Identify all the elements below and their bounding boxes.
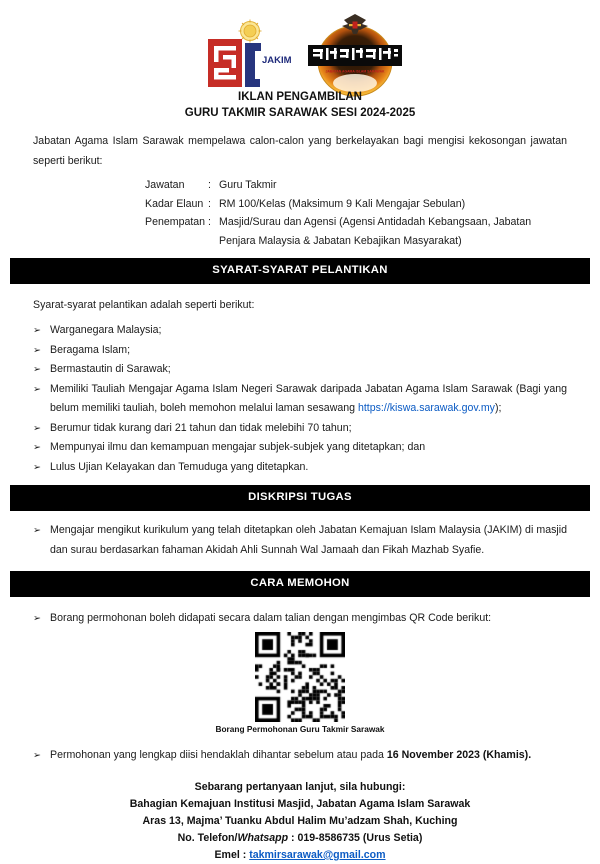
arrow-bullet-icon: ➢ — [33, 749, 41, 761]
arrow-bullet-icon: ➢ — [33, 461, 41, 473]
intro-paragraph: Jabatan Agama Islam Sarawak mempelawa calon-calon yang berkelayakan bagi mengisi kekosongan jawatan seperti berikut: — [33, 135, 567, 167]
cara-item-1: Borang permohonan boleh didapati secara dalam talian dengan mengimbas QR Code berikut: — [50, 612, 492, 624]
sarawak-logo — [308, 11, 402, 99]
job-colon: : — [208, 197, 211, 210]
section-heading-cara: CARA MEMOHON — [10, 571, 590, 597]
arrow-bullet-icon: ➢ — [33, 442, 41, 453]
header-logos — [0, 0, 600, 88]
jakim-logo — [198, 19, 294, 93]
arrow-bullet-icon: ➢ — [33, 525, 41, 536]
arrow-bullet-icon: ➢ — [33, 422, 41, 434]
job-label: Jawatan — [145, 179, 185, 191]
list-item — [33, 321, 567, 341]
arrow-bullet-icon: ➢ — [33, 344, 41, 356]
email-label: Emel : — [214, 849, 250, 861]
qr-caption: Borang Permohonan Guru Takmir Sarawak — [215, 723, 385, 734]
contact-footer — [0, 779, 600, 864]
syarat-item-1: Warganegara Malaysia; — [50, 324, 162, 336]
jakim-blue-glyph — [245, 43, 261, 87]
job-colon: : — [208, 179, 211, 191]
qr-block — [33, 632, 567, 734]
syarat-item-6: Mempunyai ilmu dan kemampuan mengajar subjek-subjek yang ditetapkan; dan — [50, 441, 426, 453]
list-item — [33, 438, 567, 458]
syarat-item-2: Beragama Islam; — [50, 343, 131, 356]
jakim-logo-label: JAKIM — [262, 55, 292, 66]
footer-line-2: Bahagian Kemajuan Institusi Masjid, Jabatan Agama Islam Sarawak — [129, 798, 471, 810]
list-item — [33, 360, 567, 380]
job-label: Kadar Elaun — [145, 197, 204, 210]
arrow-bullet-icon: ➢ — [33, 613, 41, 624]
syarat-item-4-suffix: ); — [494, 402, 502, 414]
whatsapp-label: Whatsapp — [237, 832, 289, 844]
job-value: RM 100/Kelas (Maksimum 9 Kali Mengajar Sebulan) — [219, 197, 466, 210]
syarat-lead: Syarat-syarat pelantikan adalah seperti berikut: — [33, 299, 255, 311]
qr-code — [255, 632, 345, 722]
footer-line-1: Sebarang pertanyaan lanjut, sila hubungi: — [194, 781, 406, 793]
syarat-item-7: Lulus Ujian Kelayakan dan Temuduga yang ditetapkan. — [50, 460, 309, 473]
diskripsi-item-1: Mengajar mengikut kurikulum yang telah ditetapkan oleh Jabatan Kemajuan Islam Malaysia (JAKIM) di masjid dan surau berdasarkan fahaman Akidah Ahli Sunnah Wal Jamaah dan Fikah Mazhab Syafie. — [50, 524, 567, 556]
syarat-item-5: Berumur tidak kurang dari 21 tahun dan tidak melebihi 70 tahun; — [50, 421, 352, 434]
email-link[interactable]: takmirsarawak@gmail.com — [249, 849, 386, 861]
footer-line-4 — [0, 830, 600, 847]
arrow-bullet-icon: ➢ — [33, 325, 41, 336]
job-row-kadar-elaun — [145, 195, 567, 214]
deadline-text: Permohonan yang lengkap diisi hendaklah dihantar sebelum atau pada — [50, 748, 387, 761]
syarat-item-4 — [50, 380, 567, 419]
calligraphy-banner — [308, 45, 402, 66]
list-item — [33, 521, 567, 560]
job-label: Penempatan — [145, 216, 206, 228]
job-details — [145, 176, 567, 250]
phone-number: : 019-8586735 (Urus Setia) — [288, 832, 423, 844]
arrow-bullet-icon: ➢ — [33, 383, 41, 395]
arrow-bullet-icon: ➢ — [33, 364, 41, 375]
list-item — [33, 746, 567, 766]
job-value: Masjid/Surau dan Agensi (Agensi Antidadah Kebangsaan, Jabatan Penjara Malaysia & Jabatan Kebajikan Masyarakat) — [219, 216, 532, 247]
footer-line-5 — [0, 847, 600, 864]
list-item — [33, 458, 567, 478]
job-row-jawatan — [145, 176, 567, 195]
footer-line-3: Aras 13, Majma’ Tuanku Abdul Halim Mu’adzam Shah, Kuching — [142, 815, 458, 827]
sarawak-logo-label: JABATAN AGAMA ISLAM SARAWAK — [325, 69, 385, 74]
list-item — [33, 341, 567, 361]
section-heading-diskripsi: DISKRIPSI TUGAS — [10, 485, 590, 511]
phone-label: No. Telefon/ — [177, 832, 238, 844]
title-line-1: IKLAN PENGAMBILAN — [238, 91, 362, 103]
job-row-penempatan — [145, 213, 567, 250]
syarat-item-4-text: Memiliki Tauliah Mengajar Agama Islam Negeri Sarawak daripada Jabatan Agama Islam Sarawak (Bagi yang belum memiliki tauliah, boleh memohon melalui laman sesawang — [50, 382, 567, 414]
job-value: Guru Takmir — [219, 179, 277, 191]
jakim-kufic-glyph — [208, 39, 242, 87]
kiswa-link[interactable]: https://kiswa.sarawak.gov.my — [357, 402, 495, 414]
page-title — [0, 90, 600, 121]
title-line-2: GURU TAKMIR SARAWAK SESI 2024-2025 — [184, 106, 416, 119]
syarat-item-3: Bermastautin di Sarawak; — [50, 363, 171, 375]
list-item — [33, 419, 567, 439]
list-item — [33, 380, 567, 419]
syarat-list — [33, 321, 567, 477]
list-item — [33, 609, 567, 629]
deadline-date: 16 November 2023 (Khamis). — [386, 748, 532, 761]
section-heading-syarat: SYARAT-SYARAT PELANTIKAN — [10, 258, 590, 284]
job-colon: : — [208, 216, 211, 228]
deadline-item — [50, 746, 567, 766]
